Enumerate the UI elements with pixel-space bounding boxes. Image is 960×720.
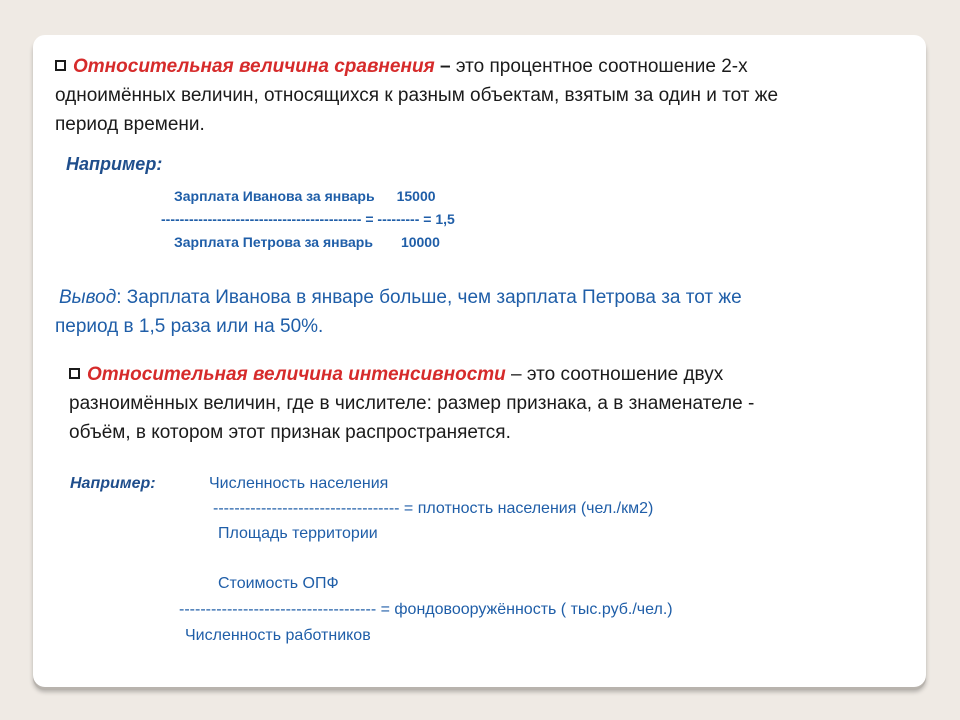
definition-comparison-line1	[55, 52, 748, 81]
term-dash: –	[434, 56, 456, 77]
conclusion-label: Вывод	[59, 287, 117, 308]
example2-f2-line: ------------------------------------- = фондовооружённость ( тыс.руб./чел.)	[179, 601, 673, 618]
slide	[33, 35, 926, 687]
example2-f1-denominator: Площадь территории	[218, 525, 378, 542]
example1-label: Например:	[66, 154, 163, 174]
definition-comparison-line2: одноимённых величин, относящихся к разным объектам, взятым за один и тот же	[55, 85, 779, 106]
definition-comparison-line3: период времени.	[55, 114, 205, 135]
definition-intensity-line1	[69, 360, 723, 389]
term-dash: –	[505, 364, 527, 385]
example1-denominator	[174, 234, 440, 250]
checkbox-bullet-icon	[55, 60, 66, 71]
conclusion-text1: : Зарплата Иванова в январе больше, чем зарплата Петрова за тот же	[116, 287, 742, 308]
term-intensity: Относительная величина интенсивности	[87, 364, 506, 385]
definition-intensity-line2: разноимённых величин, где в числителе: размер признака, а в знаменателе -	[69, 393, 755, 414]
term-comparison: Относительная величина сравнения	[73, 56, 435, 77]
example2-f2-numerator: Стоимость ОПФ	[218, 575, 339, 592]
example1-numerator	[174, 188, 436, 204]
definition-intensity-text1: это соотношение двух	[526, 364, 724, 385]
example2-f2-denominator: Численность работников	[185, 627, 371, 644]
definition-comparison-text1: это процентное соотношение 2-х	[455, 56, 748, 77]
example1-denominator-label: Зарплата Петрова за январь	[174, 234, 373, 250]
example1-fraction-line: ------------------------------------------- = --------- = 1,5	[161, 211, 455, 227]
example1-numerator-label: Зарплата Иванова за январь	[174, 188, 375, 204]
conclusion-line2: период в 1,5 раза или на 50%.	[55, 316, 324, 337]
example1-denominator-value: 10000	[400, 234, 440, 250]
example2-label: Например:	[70, 475, 156, 492]
checkbox-bullet-icon	[69, 368, 80, 379]
definition-intensity-line3: объём, в котором этот признак распространяется.	[69, 422, 511, 443]
example1-numerator-value: 15000	[396, 188, 436, 204]
conclusion-line1	[59, 283, 742, 312]
example2-f1-numerator: Численность населения	[209, 475, 389, 492]
example2-f1-line: ----------------------------------- = плотность населения (чел./км2)	[213, 500, 654, 517]
